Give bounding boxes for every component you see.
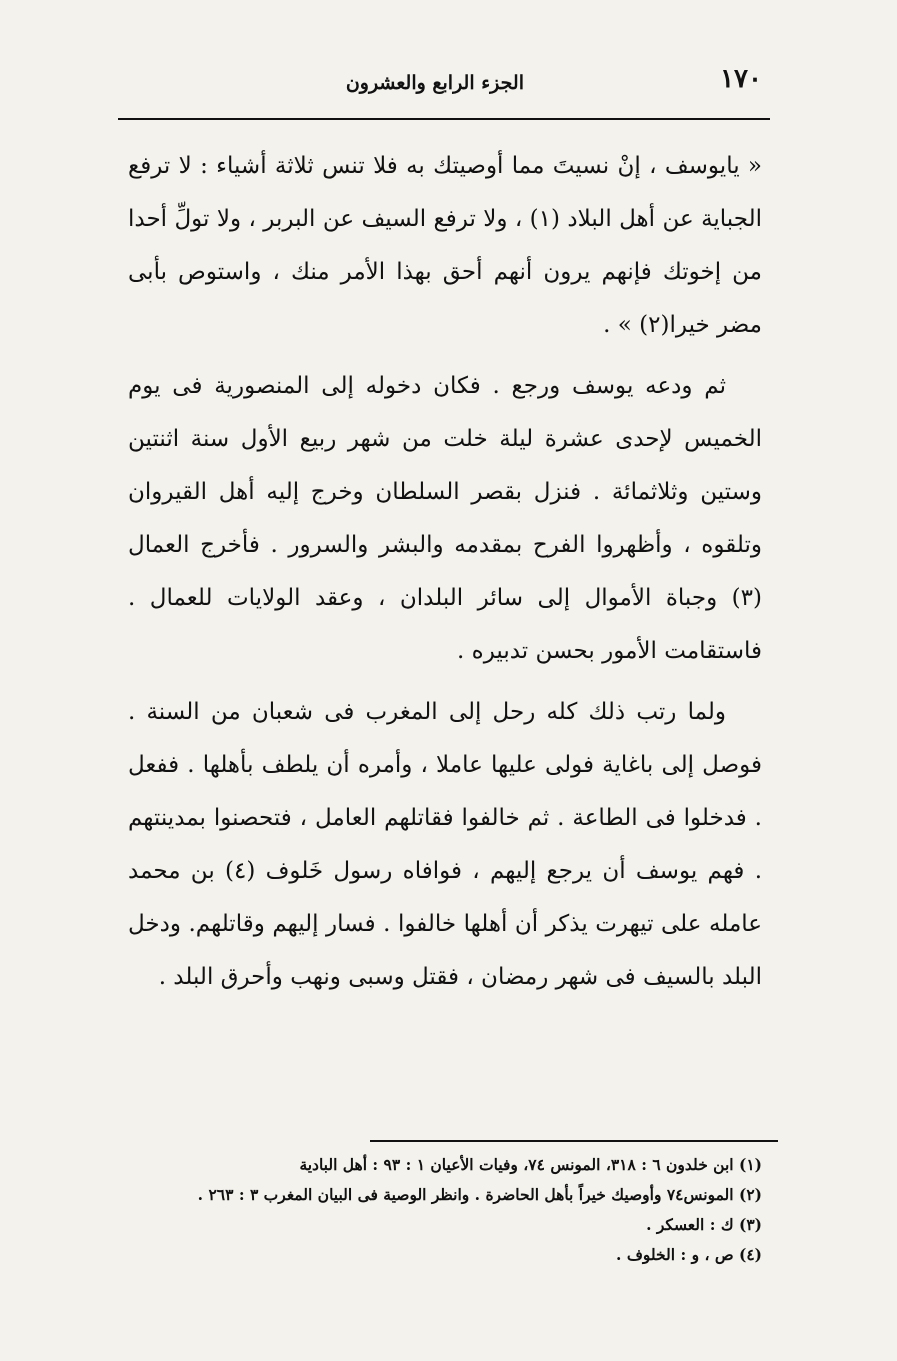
footnote-divider: [370, 1140, 778, 1142]
footnote-1: (١) ابن خلدون ٦ : ٣١٨، المونس ٧٤، وفيات الأعيان ١ : ٩٣ : أهل البادية: [299, 1155, 762, 1174]
footnote-3: (٣) ك : العسكر .: [646, 1215, 762, 1234]
page-header: [118, 58, 770, 114]
page-number: ١٧٠: [720, 64, 762, 94]
footnote-4: (٤) ص ، و : الخلوف .: [616, 1245, 762, 1264]
footnotes: [128, 1150, 762, 1270]
body-text: [128, 140, 762, 1004]
footnote-2: (٢) المونس٧٤ وأوصيك خيراً بأهل الحاضرة . وانظر الوصية فى البيان المغرب ٣ : ٢٦٣ .: [197, 1185, 762, 1204]
running-title: الجزء الرابع والعشرون: [345, 72, 524, 94]
paragraph-3: ولما رتب ذلك كله رحل إلى المغرب فى شعبان من السنة . فوصل إلى باغاية فولى عليها عاملا ، وأمره أن يلطف بأهلها . ففعل . فدخلوا فى الطاعة . ثم خالفوا فقاتلهم العامل ، فتحصنوا بمدينتهم . فهم يوسف أن يرجع إليهم ، فوافاه رسول خَلوف (٤) بن محمد عامله على تيهرت يذكر أن أهلها خالفوا . فسار إليهم وقاتلهم. ودخل البلد بالسيف فى شهر رمضان ، فقتل وسبى ونهب وأحرق البلد .: [128, 699, 763, 990]
paragraph-1: « يايوسف ، إنْ نسيتَ مما أوصيتك به فلا تنس ثلاثة أشياء : لا ترفع الجباية عن أهل البلاد (١) ، ولا ترفع السيف عن البربر ، ولا تولِّ أحدا من إخوتك فإنهم يرون أنهم أحق بهذا الأمر منك ، واستوص بأبى مضر خيرا(٢) » .: [128, 153, 762, 338]
header-divider: [118, 118, 770, 120]
paragraph-2: ثم ودعه يوسف ورجع . فكان دخوله إلى المنصورية فى يوم الخميس لإحدى عشرة ليلة خلت من شهر ربيع الأول سنة اثنتين وستين وثلاثمائة . فنزل بقصر السلطان وخرج إليه أهل القيروان وتلقوه ، وأظهروا الفرح بمقدمه والبشر والسرور . فأخرج العمال (٣) وجباة الأموال إلى سائر البلدان ، وعقد الولايات للعمال . فاستقامت الأمور بحسن تدبيره .: [128, 373, 762, 664]
